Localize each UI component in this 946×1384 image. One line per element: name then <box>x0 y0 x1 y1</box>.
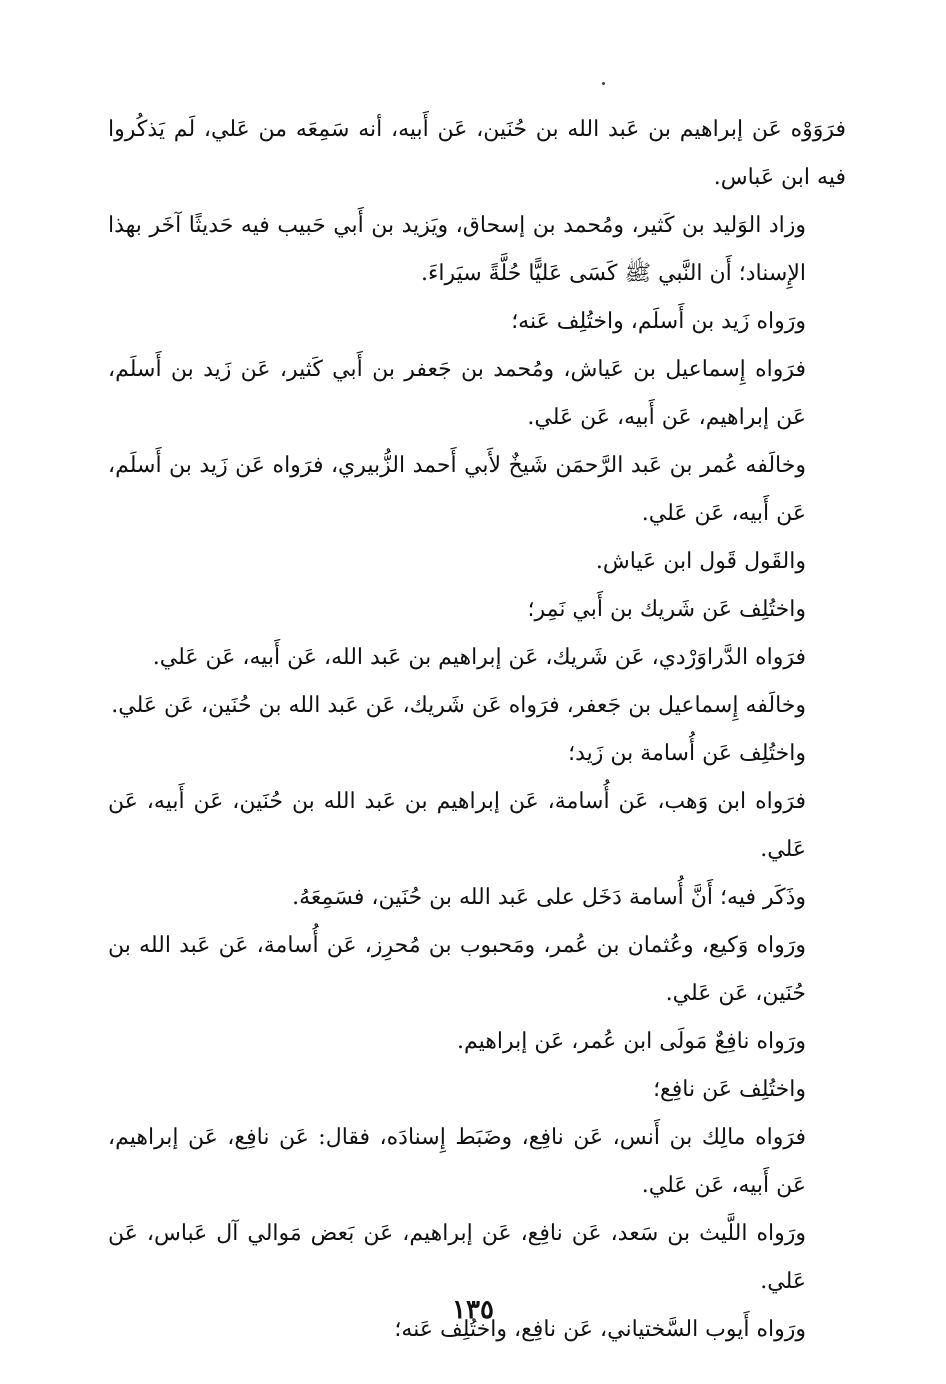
paragraph: والقَول قَول ابن عَياش. <box>595 549 806 574</box>
paragraph: ورَواه اللَّيث بن سَعد، عَن نافِع، عَن إبراهيم، عَن بَعض مَوالي آل عَباس، عَن عَلي. <box>108 1221 806 1294</box>
paragraph: فرَوَوْه عَن إبراهيم بن عَبد الله بن حُنَين، عَن أَبيه، أنه سَمِعَه من عَلي، لَم يَذكُروا فيه ابن عَباس. <box>108 117 846 190</box>
paragraph: ورَواه أَيوب السَّختياني، عَن نافِع، واختُلِف عَنه؛ <box>394 1317 806 1342</box>
ink-dot-mark <box>602 82 605 85</box>
paragraph: ورَواه نافِعٌ مَولَى ابن عُمر، عَن إبراهيم. <box>456 1029 806 1054</box>
paragraph: وزاد الوَليد بن كَثير، ومُحمد بن إسحاق، ويَزيد بن أَبي حَبيب فيه حَديثًا آخَر بهذا الإِسناد؛ أَن النَّبي ﷺ كَسَى عَليًّا حُلَّةً سيَراءَ. <box>108 213 806 286</box>
paragraph: فرَواه ابن وَهب، عَن أُسامة، عَن إبراهيم بن عَبد الله بن حُنَين، عَن أَبيه، عَن عَلي. <box>108 789 806 862</box>
main-text-block <box>108 106 846 1354</box>
paragraph: ورَواه زَيد بن أَسلَم، واختُلِف عَنه؛ <box>511 309 806 334</box>
paragraph: فرَواه مالِك بن أَنس، عَن نافِع، وضَبَط إِسنادَه، فقال: عَن نافِع، عَن إبراهيم، عَن أَبيه، عَن عَلي. <box>108 1125 806 1198</box>
paragraph: ورَواه وَكيع، وعُثمان بن عُمر، ومَحبوب بن مُحرِز، عَن أُسامة، عَن عَبد الله بن حُنَين، عَن عَلي. <box>108 933 806 1006</box>
paragraph: وذَكَر فيه؛ أَنَّ أُسامة دَخَل على عَبد الله بن حُنَين، فسَمِعَهُ. <box>292 885 806 910</box>
paragraph: وخالَفه عُمر بن عَبد الرَّحمَن شَيخٌ لأَبي أَحمد الزُّبيري، فرَواه عَن زَيد بن أَسلَم، عَن أَبيه، عَن عَلي. <box>108 453 806 526</box>
paragraph: وخالَفه إِسماعيل بن جَعفر، فرَواه عَن شَريك، عَن عَبد الله بن حُنَين، عَن عَلي. <box>111 693 806 718</box>
paragraph: واختُلِف عَن أُسامة بن زَيد؛ <box>568 741 806 766</box>
page-number: ١٣٥ <box>452 1295 494 1325</box>
paragraph: واختُلِف عَن شَريك بن أَبي نَمِر؛ <box>527 597 806 622</box>
paragraph: واختُلِف عَن نافِع؛ <box>653 1077 806 1102</box>
paragraph: فرَواه الدَّراوَرْدي، عَن شَريك، عَن إبراهيم بن عَبد الله، عَن أَبيه، عَن عَلي. <box>152 645 806 670</box>
paragraph: فرَواه إِسماعيل بن عَياش، ومُحمد بن جَعفر بن أَبي كَثير، عَن زَيد بن أَسلَم، عَن إبراهيم، عَن أَبيه، عَن عَلي. <box>108 357 806 430</box>
